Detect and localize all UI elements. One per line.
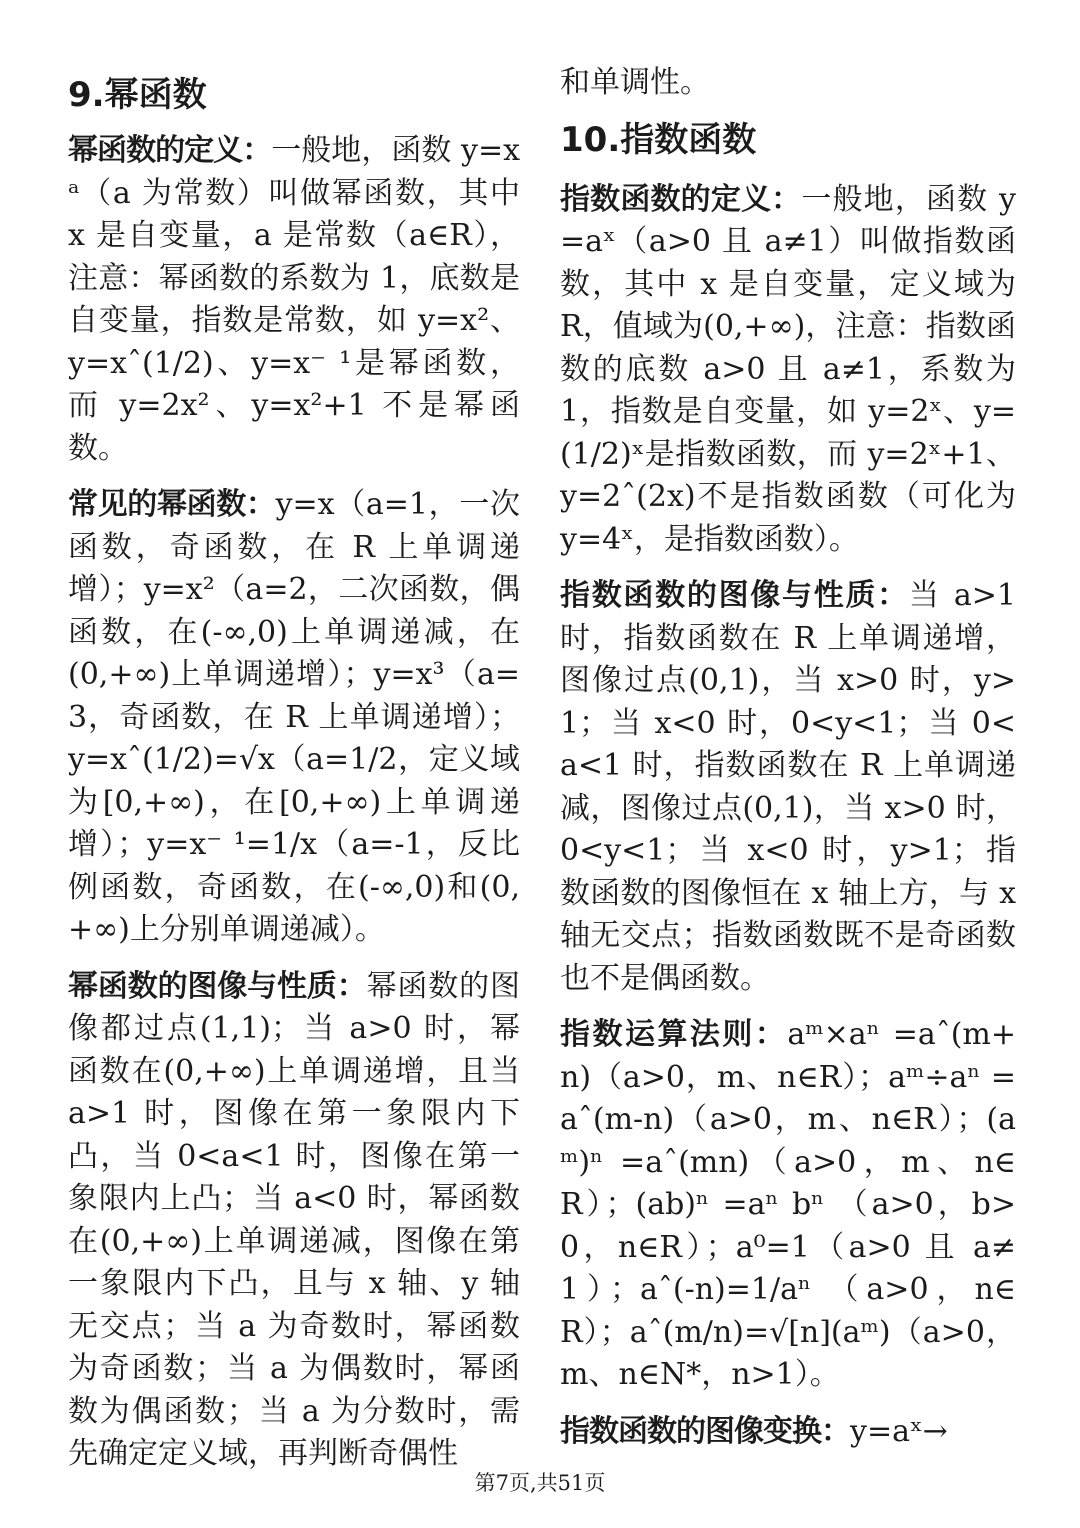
paragraph-body: y=aˣ→ [850, 1413, 948, 1449]
paragraph-exponential-graph-transform [560, 1411, 1016, 1454]
section-title-power-function: 9.幂函数 [68, 75, 207, 115]
paragraph-body: y=x（a=1，一次函数，奇函数，在 R 上单调递增）；y=x²（a=2，二次函数，偶函数，在(-∞,0)上单调递减，在(0,+∞)上单调递增）；y=x³（a=3，奇函数，在 R 上单调递增）；y=xˆ(1/2)=√x（a=1/2，定义域为[0,+∞)，在[0,+∞)上单调递增）；y=x⁻ ¹=1/x（a=-1，反比例函数，奇函数，在(-∞,0)和(0,+∞)上分别单调递减）。 [68, 487, 520, 947]
page-number-footer: 第7页,共51页 [474, 1471, 606, 1495]
right-column [560, 0, 1016, 1467]
paragraph-exponential-definition [560, 179, 1016, 562]
paragraph-body: 一般地，函数 y=x ᵃ（a 为常数）叫做幂函数，其中 x 是自变量，a 是常数（a∈R），注意：幂函数的系数为 1，底数是自变量，指数是常数，如 y=x²、y=xˆ(1/2)、y=x⁻ ¹是幂函数，而 y=2x²、y=x²+1 不是幂函数。 [68, 133, 521, 466]
paragraph-exponential-graph-properties [560, 575, 1016, 1000]
paragraph-lead: 幂函数的定义： [68, 133, 272, 168]
paragraph-lead: 常见的幂函数： [68, 487, 276, 522]
carryover-text: 和单调性。 [560, 65, 710, 100]
paragraph-body: 当 a>1 时，指数函数在 R 上单调递增，图像过点(0,1)，当 x>0 时，y>1；当 x<0 时，0<y<1；当 0<a<1 时，指数函数在 R 上单调递减，图像过点(0,1)，当 x>0 时，0<y<1；当 x<0 时，y>1；指数函数的图像恒在 x 轴上方，与 x 轴无交点；指数函数既不是奇函数也不是偶函数。 [560, 578, 1016, 996]
paragraph-lead: 指数函数的图像变换： [560, 1413, 850, 1449]
paragraph-body: 一般地，函数 y=aˣ（a>0 且 a≠1）叫做指数函数，其中 x 是自变量，定义域为 R，值域为(0,+∞)，注意：指数函数的底数 a>0 且 a≠1，系数为 1，指数是自变量，如 y=2ˣ、y=(1/2)ˣ是指数函数，而 y=2ˣ+1、y=2ˆ(2x)不是指数函数（可化为 y=4ˣ，是指数函数）。 [560, 181, 1017, 557]
paragraph-power-definition [68, 130, 520, 470]
paragraph-exponent-rules [560, 1014, 1016, 1397]
paragraph-lead: 指数函数的定义： [560, 181, 802, 217]
section-title-exponential-function: 10.指数函数 [560, 119, 757, 160]
left-column [68, 0, 520, 1490]
paragraph-lead: 指数函数的图像与性质： [560, 578, 909, 613]
paragraph-body: 幂函数的图像都过点(1,1)；当 a>0 时，幂函数在(0,+∞)上单调递增，且当 a>1 时，图像在第一象限内下凸，当 0<a<1 时，图像在第一象限内上凸；当 a<0 时，幂函数在(0,+∞)上单调递减，图像在第一象限内下凸，且与 x 轴、y 轴无交点；当 a 为奇数时，幂函数为奇函数；当 a 为偶数时，幂函数为偶函数；当 a 为分数时，需先确定定义域，再判断奇偶性 [68, 968, 521, 1471]
paragraph-common-power-functions [68, 484, 520, 952]
paragraph-lead: 指数运算法则： [560, 1017, 788, 1052]
paragraph-body: aᵐ×aⁿ =aˆ(m+n)（a>0，m、n∈R）；aᵐ÷aⁿ =aˆ(m-n)（a>0，m、n∈R）；(aᵐ)ⁿ =aˆ(mn)（a>0，m、n∈R）；(ab)ⁿ =aⁿ bⁿ （a>0，b>0，n∈R）；a⁰=1（a>0 且 a≠1）；aˆ(-n)=1/aⁿ （a>0，n∈R）；aˆ(m/n)=√[n](aᵐ)（a>0，m、n∈N*，n>1）。 [560, 1017, 1017, 1392]
paragraph-lead: 幂函数的图像与性质： [68, 968, 367, 1004]
paragraph-power-graph-properties [68, 966, 520, 1476]
